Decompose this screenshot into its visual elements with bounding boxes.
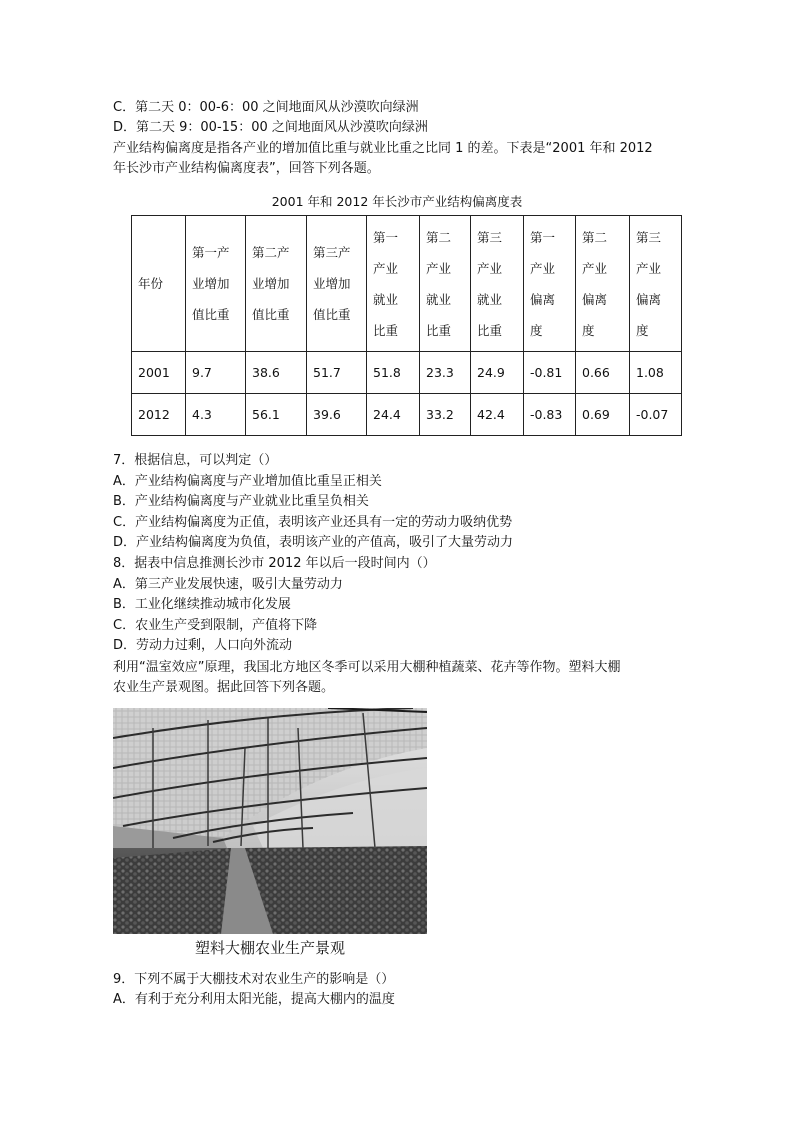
option-c-prev: C．第二天 0：00-6：00 之间地面风从沙漠吹向绿洲 (113, 100, 419, 115)
header-text: 比重 (426, 322, 452, 338)
q7-option-c: C．产业结构偏离度为正值，表明该产业还具有一定的劳动力吸纳优势 (113, 515, 513, 530)
table-header-cell (420, 216, 471, 352)
table-cell: 38.6 (246, 352, 307, 394)
figure-caption: 塑料大棚农业生产景观 (194, 939, 345, 957)
question-9: 9．下列不属于大棚技术对农业生产的影响是（） (113, 972, 395, 987)
header-text: 第二 (582, 229, 608, 245)
table-cell: -0.81 (524, 352, 576, 394)
table-cell: 2001 (132, 352, 186, 394)
header-text: 业增加 (192, 276, 230, 291)
table-header-row (132, 216, 682, 352)
table-header-cell (630, 216, 682, 352)
header-text: 就业 (477, 291, 503, 307)
table-cell: 0.69 (576, 394, 630, 436)
header-text: 第一产 (192, 245, 230, 260)
table-cell: 24.4 (367, 394, 420, 436)
table-cell: -0.07 (630, 394, 682, 436)
header-text: 偏离 (530, 291, 556, 307)
table-cell: 0.66 (576, 352, 630, 394)
deviation-table (131, 215, 682, 436)
q9-option-a: A．有利于充分利用太阳光能，提高大棚内的温度 (113, 992, 395, 1007)
q7-option-a: A．产业结构偏离度与产业增加值比重呈正相关 (113, 474, 382, 489)
intro-paragraph-line-1: 产业结构偏离度是指各产业的增加值比重与就业比重之比同 1 的差。下表是“2001 年和 2012 (113, 141, 653, 156)
header-text: 第三 (636, 229, 662, 245)
header-text: 偏离 (636, 291, 662, 307)
table-cell: 33.2 (420, 394, 471, 436)
header-text: 产业 (530, 260, 556, 276)
header-text: 度 (636, 322, 649, 338)
intro-paragraph-line-2: 年长沙市产业结构偏离度表”，回答下列各题。 (113, 161, 380, 176)
greenhouse-intro-line-1: 利用“温室效应”原理，我国北方地区冬季可以采用大棚种植蔬菜、花卉等作物。塑料大棚 (113, 660, 621, 675)
q8-option-d: D．劳动力过剩，人口向外流动 (113, 638, 293, 653)
header-text: 值比重 (252, 307, 290, 322)
q7-option-b: B．产业结构偏离度与产业就业比重呈负相关 (113, 494, 369, 509)
header-text: 度 (530, 322, 543, 338)
table-cell: 4.3 (186, 394, 246, 436)
question-8: 8．据表中信息推测长沙市 2012 年以后一段时间内（） (113, 556, 436, 571)
table-cell: 39.6 (307, 394, 367, 436)
table-row-2012 (132, 394, 682, 436)
table-header-cell (576, 216, 630, 352)
header-text: 产业 (477, 260, 503, 276)
header-text: 第一 (530, 229, 556, 245)
header-text: 产业 (426, 260, 452, 276)
header-text: 年份 (138, 276, 164, 291)
option-d-prev: D．第二天 9：00-15：00 之间地面风从沙漠吹向绿洲 (113, 120, 428, 135)
table-header-cell (367, 216, 420, 352)
header-text: 第二 (426, 229, 452, 245)
table-cell: 56.1 (246, 394, 307, 436)
table-header-cell (471, 216, 524, 352)
header-text: 值比重 (313, 307, 351, 322)
table-header-cell (132, 216, 186, 352)
table-cell: 9.7 (186, 352, 246, 394)
header-text: 产业 (373, 260, 399, 276)
header-text: 比重 (373, 322, 399, 338)
table-row-2001 (132, 352, 682, 394)
header-text: 产业 (636, 260, 662, 276)
table-cell: 1.08 (630, 352, 682, 394)
header-text: 业增加 (252, 276, 290, 291)
q8-option-a: A．第三产业发展快速，吸引大量劳动力 (113, 577, 343, 592)
header-text: 第三 (477, 229, 503, 245)
header-text: 度 (582, 322, 595, 338)
header-text: 就业 (373, 291, 399, 307)
table-cell: 51.7 (307, 352, 367, 394)
greenhouse-photo (113, 708, 427, 934)
header-text: 比重 (477, 322, 503, 338)
header-text: 产业 (582, 260, 608, 276)
header-text: 第一 (373, 229, 399, 245)
header-text: 偏离 (582, 291, 608, 307)
table-cell: -0.83 (524, 394, 576, 436)
table-caption: 2001 年和 2012 年长沙市产业结构偏离度表 (271, 194, 523, 209)
q7-option-d: D．产业结构偏离度为负值，表明该产业的产值高，吸引了大量劳动力 (113, 535, 514, 550)
question-7: 7．根据信息，可以判定（） (113, 453, 278, 468)
table-header-cell (186, 216, 246, 352)
q8-option-b: B．工业化继续推动城市化发展 (113, 597, 291, 612)
table-cell: 23.3 (420, 352, 471, 394)
table-cell: 42.4 (471, 394, 524, 436)
header-text: 值比重 (192, 307, 230, 322)
table-header-cell (307, 216, 367, 352)
table-cell: 2012 (132, 394, 186, 436)
header-text: 第二产 (252, 245, 290, 260)
table-cell: 51.8 (367, 352, 420, 394)
greenhouse-intro-line-2: 农业生产景观图。据此回答下列各题。 (113, 680, 335, 695)
header-text: 就业 (426, 291, 452, 307)
q8-option-c: C．农业生产受到限制，产值将下降 (113, 618, 318, 633)
table-header-cell (246, 216, 307, 352)
table-header-cell (524, 216, 576, 352)
header-text: 业增加 (313, 276, 351, 291)
header-text: 第三产 (313, 245, 351, 260)
table-cell: 24.9 (471, 352, 524, 394)
